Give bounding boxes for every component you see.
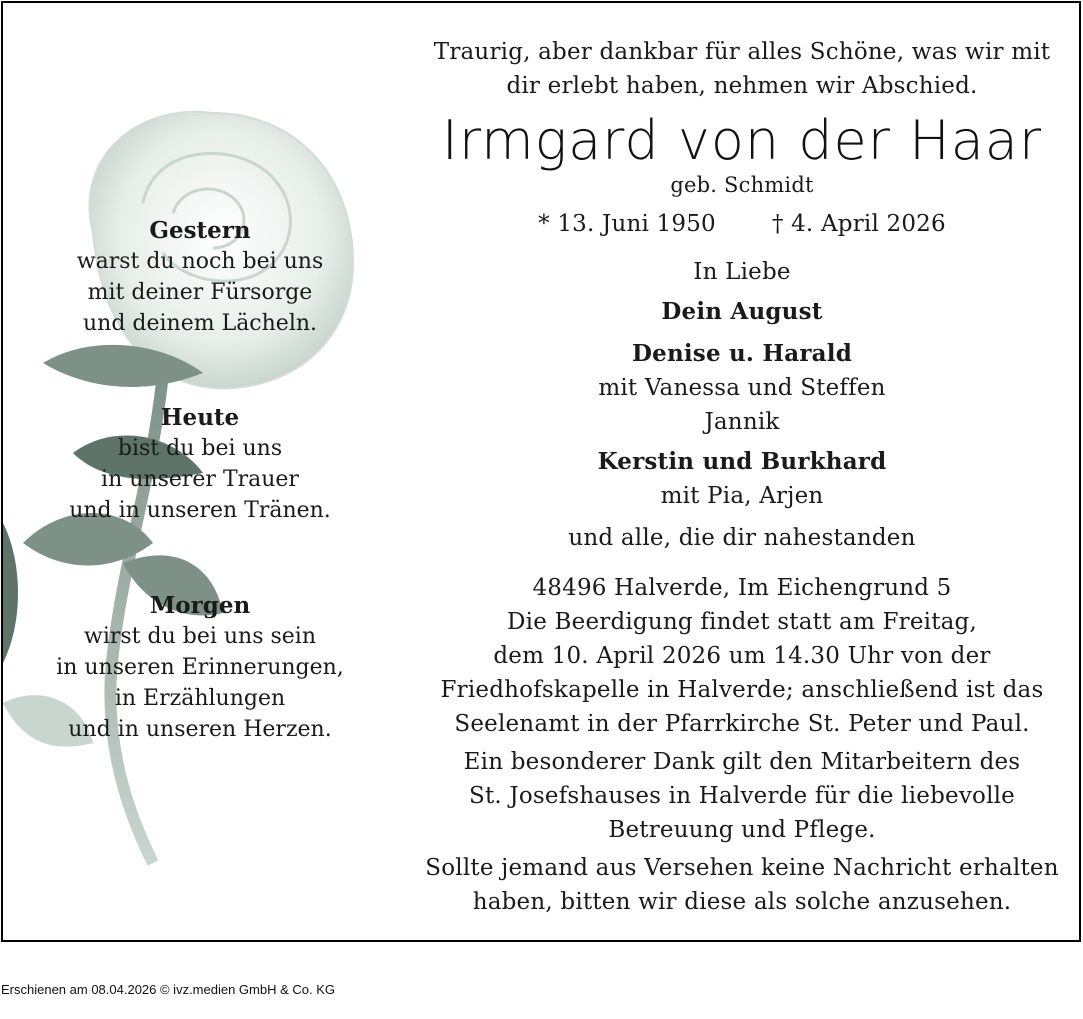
intro-line: Traurig, aber dankbar für alles Schöne, was wir mit: [433, 39, 1051, 65]
death-date: † 4. April 2026: [771, 211, 946, 237]
poem-line: und in unseren Herzen.: [68, 717, 332, 742]
funeral-line: Seelenamt in der Pfarrkirche St. Peter und Paul.: [454, 711, 1030, 737]
poem-heading: Heute: [160, 404, 240, 431]
child2-name: Kerstin und Burkhard: [597, 448, 887, 475]
deceased-name: Irmgard von der Haar: [441, 109, 1043, 172]
main-text: [403, 35, 1081, 919]
poem-line: in unseren Erinnerungen,: [56, 655, 344, 680]
poem-line: wirst du bei uns sein: [83, 624, 317, 649]
poem-yesterday: [15, 215, 385, 339]
child1-kids: Jannik: [704, 409, 780, 435]
others-line: und alle, die dir nahestanden: [568, 525, 916, 551]
in-love: In Liebe: [693, 259, 791, 285]
child1-kids: mit Vanessa und Steffen: [598, 375, 886, 401]
notice-line: Sollte jemand aus Versehen keine Nachricht erhalten: [425, 855, 1059, 881]
poem-heading: Gestern: [149, 217, 251, 244]
poem-heading: Morgen: [149, 592, 251, 619]
poem-line: in unserer Trauer: [101, 467, 299, 492]
funeral-line: Friedhofskapelle in Halverde; anschließend ist das: [440, 677, 1044, 703]
birth-date: * 13. Juni 1950: [538, 211, 716, 237]
life-dates: [403, 207, 1081, 241]
poem-line: mit deiner Fürsorge: [87, 280, 313, 305]
husband-name: Dein August: [661, 298, 823, 325]
poem-line: bist du bei uns: [117, 436, 283, 461]
poem-line: und in unseren Tränen.: [69, 498, 331, 523]
funeral-line: dem 10. April 2026 um 14.30 Uhr von der: [493, 643, 991, 669]
poem-tomorrow: [15, 590, 385, 745]
poem-line: warst du noch bei uns: [76, 249, 324, 274]
thanks-line: Ein besonderer Dank gilt den Mitarbeitern des: [463, 749, 1021, 775]
child2-kids: mit Pia, Arjen: [660, 483, 824, 509]
thanks-line: St. Josefshauses in Halverde für die liebevolle: [469, 783, 1015, 809]
thanks-line: Betreuung und Pflege.: [608, 817, 876, 843]
poem-line: und deinem Lächeln.: [82, 311, 318, 336]
obituary-frame: [1, 1, 1081, 942]
address: 48496 Halverde, Im Eichengrund 5: [532, 575, 952, 601]
notice-line: haben, bitten wir diese als solche anzusehen.: [472, 889, 1012, 915]
intro-line: dir erlebt haben, nehmen wir Abschied.: [506, 73, 978, 99]
publication-footer: Erschienen am 08.04.2026 © ivz.medien GmbH & Co. KG: [1, 982, 336, 997]
maiden-name: geb. Schmidt: [670, 173, 814, 197]
child1-name: Denise u. Harald: [631, 340, 853, 367]
poem-line: in Erzählungen: [114, 686, 286, 711]
funeral-line: Die Beerdigung findet statt am Freitag,: [507, 609, 977, 635]
poem-today: [15, 402, 385, 526]
